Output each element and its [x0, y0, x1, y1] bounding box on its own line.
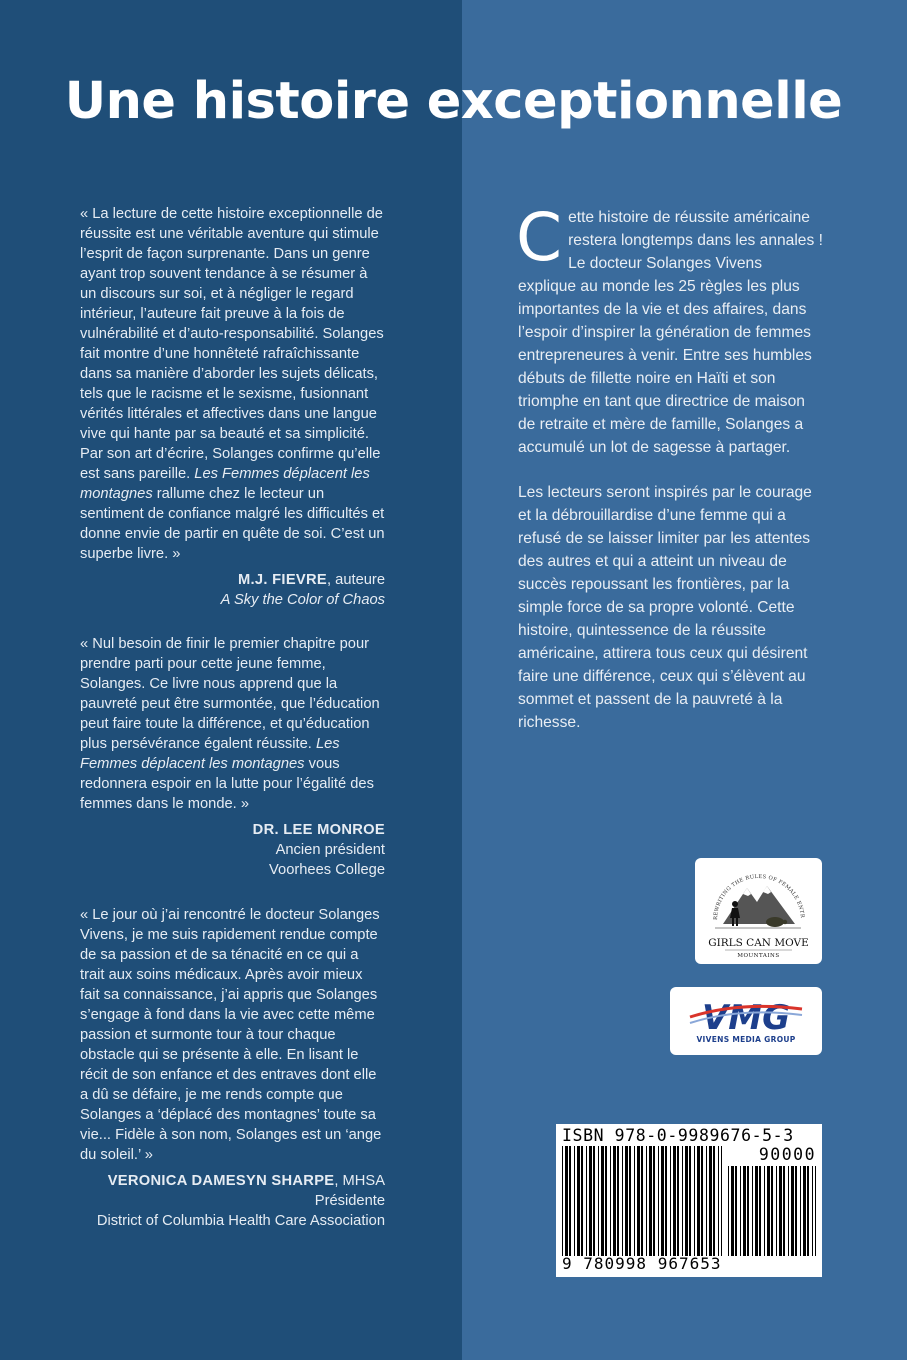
isbn-barcode: [556, 1124, 822, 1277]
testimonial-3: [80, 905, 385, 1231]
testimonial-quote: « Nul besoin de finir le premier chapitre pour prendre parti pour cette jeune femme, Solanges. Ce livre nous apprend que la pauvreté peut être surmontée, que l’éducation peut faire toute la différence, et qu’éducation plus persévérance égalent réussite. Les Femmes déplacent les montagnes vous redonnera espoir en la lutte pour l’égalité des femmes dans le monde. »: [80, 636, 380, 812]
testimonial-2: [80, 634, 385, 880]
svg-text:VIVENS MEDIA GROUP: VIVENS MEDIA GROUP: [696, 1035, 796, 1044]
testimonial-attribution: DR. LEE MONROE Ancien président Voorhees College: [252, 822, 385, 878]
svg-text:REWRITING THE RULES OF FEMALE: REWRITING THE RULES OF FEMALE ENTR: [712, 873, 805, 921]
price-code: 90000: [758, 1145, 816, 1164]
testimonial-attribution: VERONICA DAMESYN SHARPE, MHSA Présidente District of Columbia Health Care Association: [96, 1173, 385, 1229]
vmg-logo-icon: [670, 987, 822, 1055]
svg-text:MOUNTAINS: MOUNTAINS: [737, 953, 780, 959]
page-title: Une histoire exceptionnelle: [64, 72, 843, 131]
testimonial-quote: « La lecture de cette histoire exceptionnelle de réussite est une véritable aventure qui stimule l’esprit de façon surprenante. Dans un genre ayant trop souvent tendance à se résumer à un discours sur soi, et à négliger le regard intérieur, l’auteure fait preuve à la fois de vulnérabilité et d’auto-responsabilité. Solanges fait montre d’une honnêteté rafraîchissante dans sa manière d’aborder les sujets délicats, tels que le racisme et le sexisme, fusionnant vérités littérales et affectives dans une langue vive qui hante par sa beauté et sa simplicité. Par son art d’écrire, Solanges confirme qu’elle est sans pareille. Les Femmes déplacent les montagnes rallume chez le lecteur un sentiment de confiance malgré les difficultés et donne envie de partir en quête de soi. C’est un superbe livre. »: [80, 206, 385, 562]
mountain-logo-icon: [695, 858, 822, 964]
description-paragraph-2: Les lecteurs seront inspirés par le courage et la débrouillardise d’une femme qui a refusé de se laisser limiter par les attentes des autres et qui a atteint un niveau de succès repoussant les frontières, par la simple force de sa propre volonté. Cette histoire, quintessence de la réussite américaine, attirera tous ceux qui désirent faire une différence, ceux qui s’élèvent au sommet et passent de la pauvreté à la richesse.: [518, 484, 812, 731]
testimonial-quote: « Le jour où j’ai rencontré le docteur Solanges Vivens, je me suis rapidement rendue compte de sa passion et de sa ténacité en ce qui a trait aux soins médicaux. Après avoir mieux fait sa connaissance, j’ai appris que Solanges s’engage à fond dans la vie avec cette même passion et surmonte tour à tour chaque obstacle qui se présente à elle. En lisant le récit de son enfance et des entraves dont elle a dû se défaire, je me rends compte que Solanges a ‘déplacé des montagnes’ toute sa vie... Fidèle à son nom, Solanges est un ‘ange du soleil.’ »: [80, 907, 382, 1163]
book-description: [516, 199, 823, 734]
description-paragraph-1: Cette histoire de réussite américaine restera longtemps dans les annales ! Le docteur Solanges Vivens explique au monde les 25 règles les plus importantes de la vie et des affaires, dans l’espoir d’inspirer la génération de femmes entrepreneures à venir. Entre ses humbles débuts de fillette noire en Haïti et son triomphe en tant que directrice de maison de retraite et mère de famille, Solanges a accumulé un lot de sagesse à partager.: [516, 199, 823, 456]
svg-text:VMG: VMG: [701, 998, 791, 1038]
testimonial-1: [80, 204, 385, 610]
vivens-media-group-logo: [670, 987, 822, 1055]
isbn-text: ISBN 978-0-9989676-5-3: [562, 1126, 794, 1145]
ean-number: 9 780998 967653: [562, 1254, 722, 1273]
svg-text:GIRLS CAN MOVE: GIRLS CAN MOVE: [708, 937, 809, 949]
testimonial-attribution: M.J. FIEVRE, auteure A Sky the Color of Chaos: [220, 572, 385, 608]
girls-can-move-mountains-logo: [695, 858, 822, 964]
drop-cap: C: [516, 199, 563, 276]
